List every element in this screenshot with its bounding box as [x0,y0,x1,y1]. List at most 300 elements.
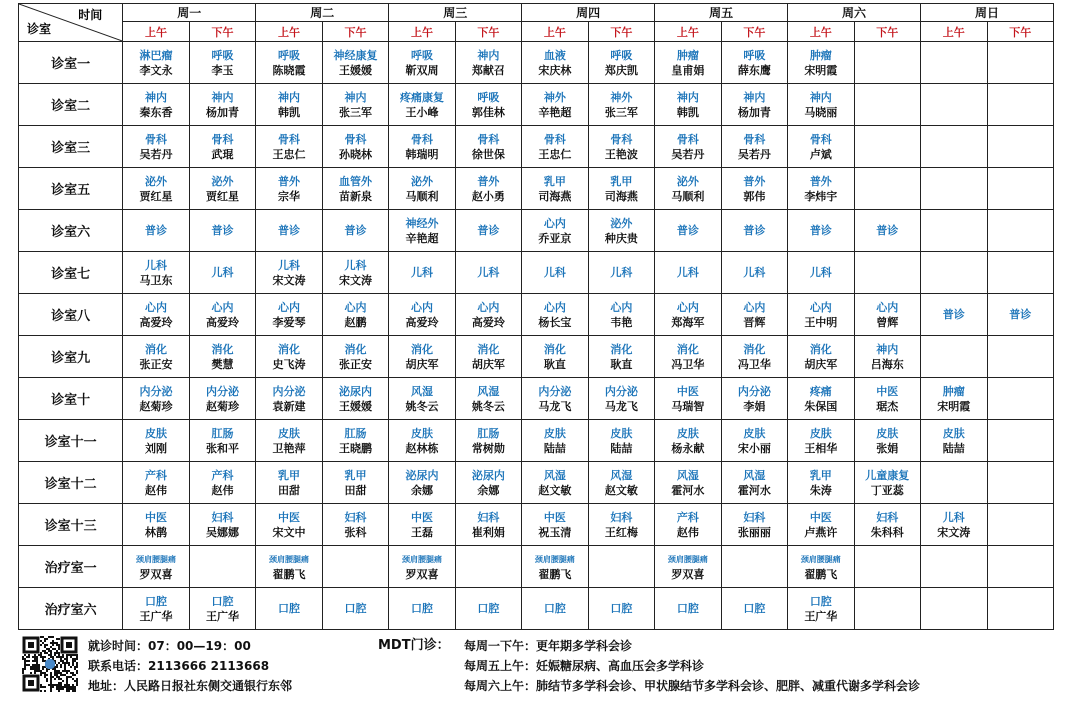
schedule-cell [123,42,189,84]
afternoon-header: 下午 [854,22,920,42]
department-label: 儿科 [278,258,300,272]
schedule-row [19,252,1054,294]
department-label: 消化 [278,342,300,356]
schedule-cell [256,294,322,336]
department-label: 儿科 [676,266,699,279]
schedule-cell [256,378,322,420]
morning-header: 上午 [522,22,588,42]
doctor-name: 宋文涛 [272,273,306,287]
schedule-cell [455,42,521,84]
schedule-cell [256,420,322,462]
schedule-cell [123,84,189,126]
schedule-cell [322,546,388,588]
afternoon-header: 下午 [987,22,1054,42]
department-label: 口腔 [211,594,234,608]
department-label: 普诊 [211,224,234,237]
doctor-name: 王忠仁 [272,147,306,161]
doctor-name: 耿直 [610,357,633,371]
schedule-cell [256,84,322,126]
department-label: 普诊 [743,224,766,237]
schedule-cell [655,294,721,336]
room-name: 诊室八 [19,294,123,336]
doctor-name: 朱涛 [809,483,832,497]
schedule-cell [788,504,854,546]
schedule-cell [256,252,322,294]
department-label: 口腔 [809,594,832,608]
afternoon-header: 下午 [455,22,521,42]
schedule-cell [854,84,920,126]
schedule-cell [189,126,255,168]
doctor-name: 胡庆军 [804,357,838,371]
department-label: 儿科 [942,510,965,524]
department-label: 肿瘤 [676,48,699,62]
schedule-cell [987,546,1054,588]
department-label: 淋巴瘤 [139,48,173,62]
schedule-cell [921,588,987,630]
schedule-cell [987,378,1054,420]
doctor-name: 霍河水 [737,483,771,497]
room-name: 诊室七 [19,252,123,294]
doctor-name: 司海燕 [604,189,638,203]
schedule-row [19,336,1054,378]
department-label: 皮肤 [145,426,168,440]
schedule-cell [123,504,189,546]
doctor-name: 王媛媛 [338,63,372,77]
doctor-name: 李炜宇 [804,189,838,203]
doctor-name: 辛艳超 [538,105,572,119]
department-label: 中医 [543,510,566,524]
schedule-cell [123,546,189,588]
schedule-cell [522,462,588,504]
department-label: 骨科 [477,132,500,146]
doctor-name: 李玉 [211,63,234,77]
doctor-name: 薛东鹰 [737,63,771,77]
day-header-tue: 周二 [256,4,389,22]
schedule-cell [189,168,255,210]
department-label: 皮肤 [676,426,699,440]
department-label: 内分泌 [604,384,638,398]
schedule-cell [455,126,521,168]
schedule-cell [854,252,920,294]
schedule-cell [123,168,189,210]
doctor-name: 高爱玲 [405,315,439,329]
department-label: 神内 [876,342,899,356]
qr-code-icon [22,636,78,692]
morning-header: 上午 [655,22,721,42]
schedule-cell [256,504,322,546]
room-name: 诊室九 [19,336,123,378]
schedule-row [19,420,1054,462]
schedule-cell [389,126,455,168]
doctor-name: 乔亚京 [538,231,572,245]
department-label: 普诊 [145,224,168,237]
department-label: 颈肩腰腿痛 [667,554,708,564]
doctor-name: 赵菊珍 [139,399,173,413]
schedule-cell [788,378,854,420]
schedule-cell [389,252,455,294]
department-label: 消化 [743,342,766,356]
doctor-name: 刘刚 [145,441,168,455]
department-label: 中医 [876,384,899,398]
department-label: 产科 [676,510,699,524]
department-label: 心内 [610,300,633,314]
schedule-cell [455,168,521,210]
doctor-name: 王磊 [410,525,433,539]
doctor-name: 孙晓林 [338,147,372,161]
doctor-name: 司海燕 [538,189,572,203]
doctor-name: 田甜 [344,483,367,497]
schedule-row [19,294,1054,336]
schedule-cell [322,168,388,210]
doctor-name: 李文永 [139,63,173,77]
schedule-cell [721,504,787,546]
doctor-name: 贾红星 [206,189,240,203]
schedule-cell [189,546,255,588]
department-label: 口腔 [145,594,168,608]
schedule-cell [854,378,920,420]
department-label: 风湿 [610,468,633,482]
doctor-name: 赵鹏 [344,315,367,329]
mdt-label: MDT门诊： [378,638,450,653]
department-label: 普诊 [876,224,899,237]
schedule-cell [522,168,588,210]
department-label: 呼吸 [410,48,433,62]
room-name: 诊室十二 [19,462,123,504]
schedule-cell [123,420,189,462]
department-label: 儿科 [344,258,367,272]
doctor-name: 史飞涛 [272,357,306,371]
schedule-cell [721,462,787,504]
department-label: 普诊 [676,224,699,237]
room-name: 诊室五 [19,168,123,210]
doctor-name: 王晓鹏 [338,441,372,455]
department-label: 儿科 [410,266,433,279]
department-label: 口腔 [743,602,766,615]
schedule-cell [522,588,588,630]
room-name: 治疗室六 [19,588,123,630]
schedule-cell [389,42,455,84]
doctor-name: 姚冬云 [471,399,505,413]
schedule-cell [921,294,987,336]
department-label: 心内 [477,300,500,314]
department-label: 肿瘤 [809,48,832,62]
schedule-cell [588,168,654,210]
schedule-cell [788,42,854,84]
schedule-cell [123,378,189,420]
schedule-cell [588,126,654,168]
footer [18,632,1068,700]
schedule-cell [788,462,854,504]
schedule-cell [655,462,721,504]
doctor-name: 王小峰 [405,105,439,119]
schedule-cell [189,210,255,252]
schedule-cell [522,420,588,462]
schedule-cell [256,210,322,252]
schedule-cell [921,84,987,126]
day-header-thu: 周四 [522,4,655,22]
schedule-cell [189,588,255,630]
schedule-cell [455,336,521,378]
doctor-name: 霍河水 [671,483,705,497]
schedule-cell [389,546,455,588]
day-header-fri: 周五 [655,4,788,22]
schedule-cell [389,504,455,546]
department-label: 呼吸 [610,48,633,62]
schedule-cell [721,588,787,630]
department-label: 泌尿内 [405,468,439,482]
schedule-cell [987,504,1054,546]
department-label: 心内 [676,300,699,314]
department-label: 妇科 [344,510,367,524]
schedule-cell [854,126,920,168]
schedule-row [19,462,1054,504]
department-label: 妇科 [876,510,899,524]
schedule-cell [854,546,920,588]
department-label: 普诊 [344,224,367,237]
department-label: 泌尿内 [471,468,505,482]
department-label: 心内 [876,300,899,314]
department-label: 产科 [211,468,234,482]
schedule-cell [987,84,1054,126]
room-name: 诊室一 [19,42,123,84]
schedule-cell [854,420,920,462]
department-label: 中医 [278,510,300,524]
department-label: 内分泌 [206,384,240,398]
schedule-cell [256,588,322,630]
schedule-cell [788,336,854,378]
doctor-name: 李爱琴 [272,315,306,329]
department-label: 普外 [278,174,300,188]
department-label: 儿科 [477,266,500,279]
schedule-cell [588,84,654,126]
schedule-cell [189,378,255,420]
doctor-name: 张和平 [206,441,240,455]
doctor-name: 赵伟 [676,525,699,539]
doctor-name: 翟鹏飞 [804,567,838,581]
clinic-schedule-table [18,3,1054,630]
doctor-name: 杨加青 [206,105,240,119]
department-label: 皮肤 [809,426,832,440]
mdt-line: 每周六上午：肺结节多学科会诊、甲状腺结节多学科会诊、肥胖、减重代谢多学科会诊 [464,679,921,693]
schedule-cell [189,42,255,84]
department-label: 乳甲 [278,468,300,482]
schedule-cell [322,336,388,378]
doctor-name: 陈晓霞 [272,63,306,77]
schedule-cell [322,210,388,252]
mdt-line: 每周一下午：更年期多学科会诊 [464,639,633,653]
schedule-cell [721,378,787,420]
doctor-name: 吴若丹 [139,147,173,161]
department-label: 皮肤 [278,426,300,440]
department-label: 消化 [676,342,699,356]
schedule-cell [389,336,455,378]
department-label: 儿科 [211,266,234,279]
schedule-cell [256,336,322,378]
doctor-name: 朱保国 [804,399,838,413]
mdt-schedule [464,636,920,696]
department-label: 呼吸 [743,48,766,62]
department-label: 心内 [543,300,566,314]
schedule-cell [588,378,654,420]
schedule-cell [123,294,189,336]
schedule-row [19,84,1054,126]
department-label: 肿瘤 [942,384,965,398]
schedule-cell [522,42,588,84]
department-label: 中医 [410,510,433,524]
department-label: 心内 [410,300,433,314]
afternoon-header: 下午 [189,22,255,42]
schedule-cell [854,588,920,630]
schedule-cell [655,420,721,462]
department-label: 普诊 [942,308,965,321]
department-label: 风湿 [410,384,433,398]
schedule-cell [655,84,721,126]
schedule-cell [189,336,255,378]
schedule-cell [921,210,987,252]
schedule-cell [987,336,1054,378]
schedule-cell [455,210,521,252]
schedule-cell [721,168,787,210]
doctor-name: 赵小勇 [471,189,505,203]
department-label: 皮肤 [942,426,965,440]
schedule-cell [522,294,588,336]
schedule-cell [921,504,987,546]
department-label: 普外 [743,174,766,188]
schedule-cell [588,420,654,462]
doctor-name: 卫艳萍 [272,441,306,455]
doctor-name: 郑庆凯 [604,63,638,77]
schedule-cell [455,588,521,630]
doctor-name: 卢燕许 [804,525,838,539]
schedule-cell [987,420,1054,462]
doctor-name: 晋辉 [743,315,766,329]
department-label: 骨科 [211,132,234,146]
department-label: 疼痛康复 [399,90,444,104]
schedule-cell [788,126,854,168]
afternoon-header: 下午 [588,22,654,42]
schedule-cell [987,294,1054,336]
department-label: 内分泌 [737,384,771,398]
department-label: 中医 [145,510,168,524]
schedule-cell [455,252,521,294]
doctor-name: 吴若丹 [737,147,771,161]
department-label: 神内 [676,90,699,104]
schedule-cell [854,210,920,252]
doctor-name: 郑献召 [471,63,505,77]
department-label: 神内 [278,90,300,104]
department-label: 内分泌 [272,384,306,398]
morning-header: 上午 [389,22,455,42]
doctor-name: 翟鹏飞 [272,567,306,581]
doctor-name: 吴若丹 [671,147,705,161]
doctor-name: 田甜 [278,483,300,497]
department-label: 乳甲 [610,174,633,188]
schedule-cell [655,42,721,84]
doctor-name: 张丽丽 [737,525,771,539]
room-name: 诊室十三 [19,504,123,546]
department-label: 骨科 [743,132,766,146]
clinic-address: 地址：人民路日报社东侧交通银行东邻 [88,679,293,693]
schedule-cell [721,42,787,84]
schedule-cell [588,210,654,252]
schedule-cell [987,462,1054,504]
schedule-cell [987,168,1054,210]
schedule-cell [322,42,388,84]
contact-info [88,636,292,696]
doctor-name: 皇甫娟 [671,63,705,77]
schedule-cell [588,294,654,336]
schedule-cell [189,504,255,546]
department-label: 儿童康复 [865,468,910,482]
schedule-cell [788,252,854,294]
schedule-cell [788,84,854,126]
department-label: 骨科 [344,132,367,146]
doctor-name: 韦艳 [610,315,633,329]
doctor-name: 冯卫华 [671,357,705,371]
department-label: 儿科 [743,266,766,279]
doctor-name: 张三军 [338,105,372,119]
schedule-cell [588,462,654,504]
department-label: 泌尿内 [338,384,372,398]
department-label: 骨科 [610,132,633,146]
schedule-cell [655,210,721,252]
schedule-cell [123,210,189,252]
schedule-row [19,42,1054,84]
schedule-cell [322,462,388,504]
doctor-name: 赵伟 [145,483,168,497]
doctor-name: 宗华 [278,189,300,203]
schedule-cell [655,252,721,294]
schedule-cell [921,42,987,84]
department-label: 肛肠 [344,426,367,440]
schedule-cell [455,294,521,336]
department-label: 消化 [477,342,500,356]
doctor-name: 张正安 [139,357,173,371]
schedule-cell [522,336,588,378]
room-name: 诊室十 [19,378,123,420]
doctor-name: 罗双喜 [405,567,439,581]
doctor-name: 余娜 [410,483,433,497]
doctor-name: 宋明霞 [804,63,838,77]
doctor-name: 王媛媛 [338,399,372,413]
department-label: 泌外 [211,174,234,188]
schedule-cell [522,84,588,126]
doctor-name: 宋小丽 [737,441,771,455]
schedule-cell [123,336,189,378]
department-label: 血管外 [338,174,372,188]
schedule-cell [987,42,1054,84]
department-label: 神内 [211,90,234,104]
doctor-name: 杨加青 [737,105,771,119]
doctor-name: 胡庆军 [471,357,505,371]
schedule-cell [522,252,588,294]
schedule-cell [921,546,987,588]
doctor-name: 冯卫华 [737,357,771,371]
schedule-cell [721,84,787,126]
doctor-name: 赵林栋 [405,441,439,455]
department-label: 乳甲 [344,468,367,482]
doctor-name: 翟鹏飞 [538,567,572,581]
department-label: 骨科 [676,132,699,146]
department-label: 疼痛 [809,384,832,398]
room-name: 诊室十一 [19,420,123,462]
doctor-name: 崔利娟 [471,525,505,539]
department-label: 口腔 [410,602,433,615]
department-label: 皮肤 [543,426,566,440]
department-label: 呼吸 [211,48,234,62]
schedule-cell [721,126,787,168]
schedule-cell [854,168,920,210]
